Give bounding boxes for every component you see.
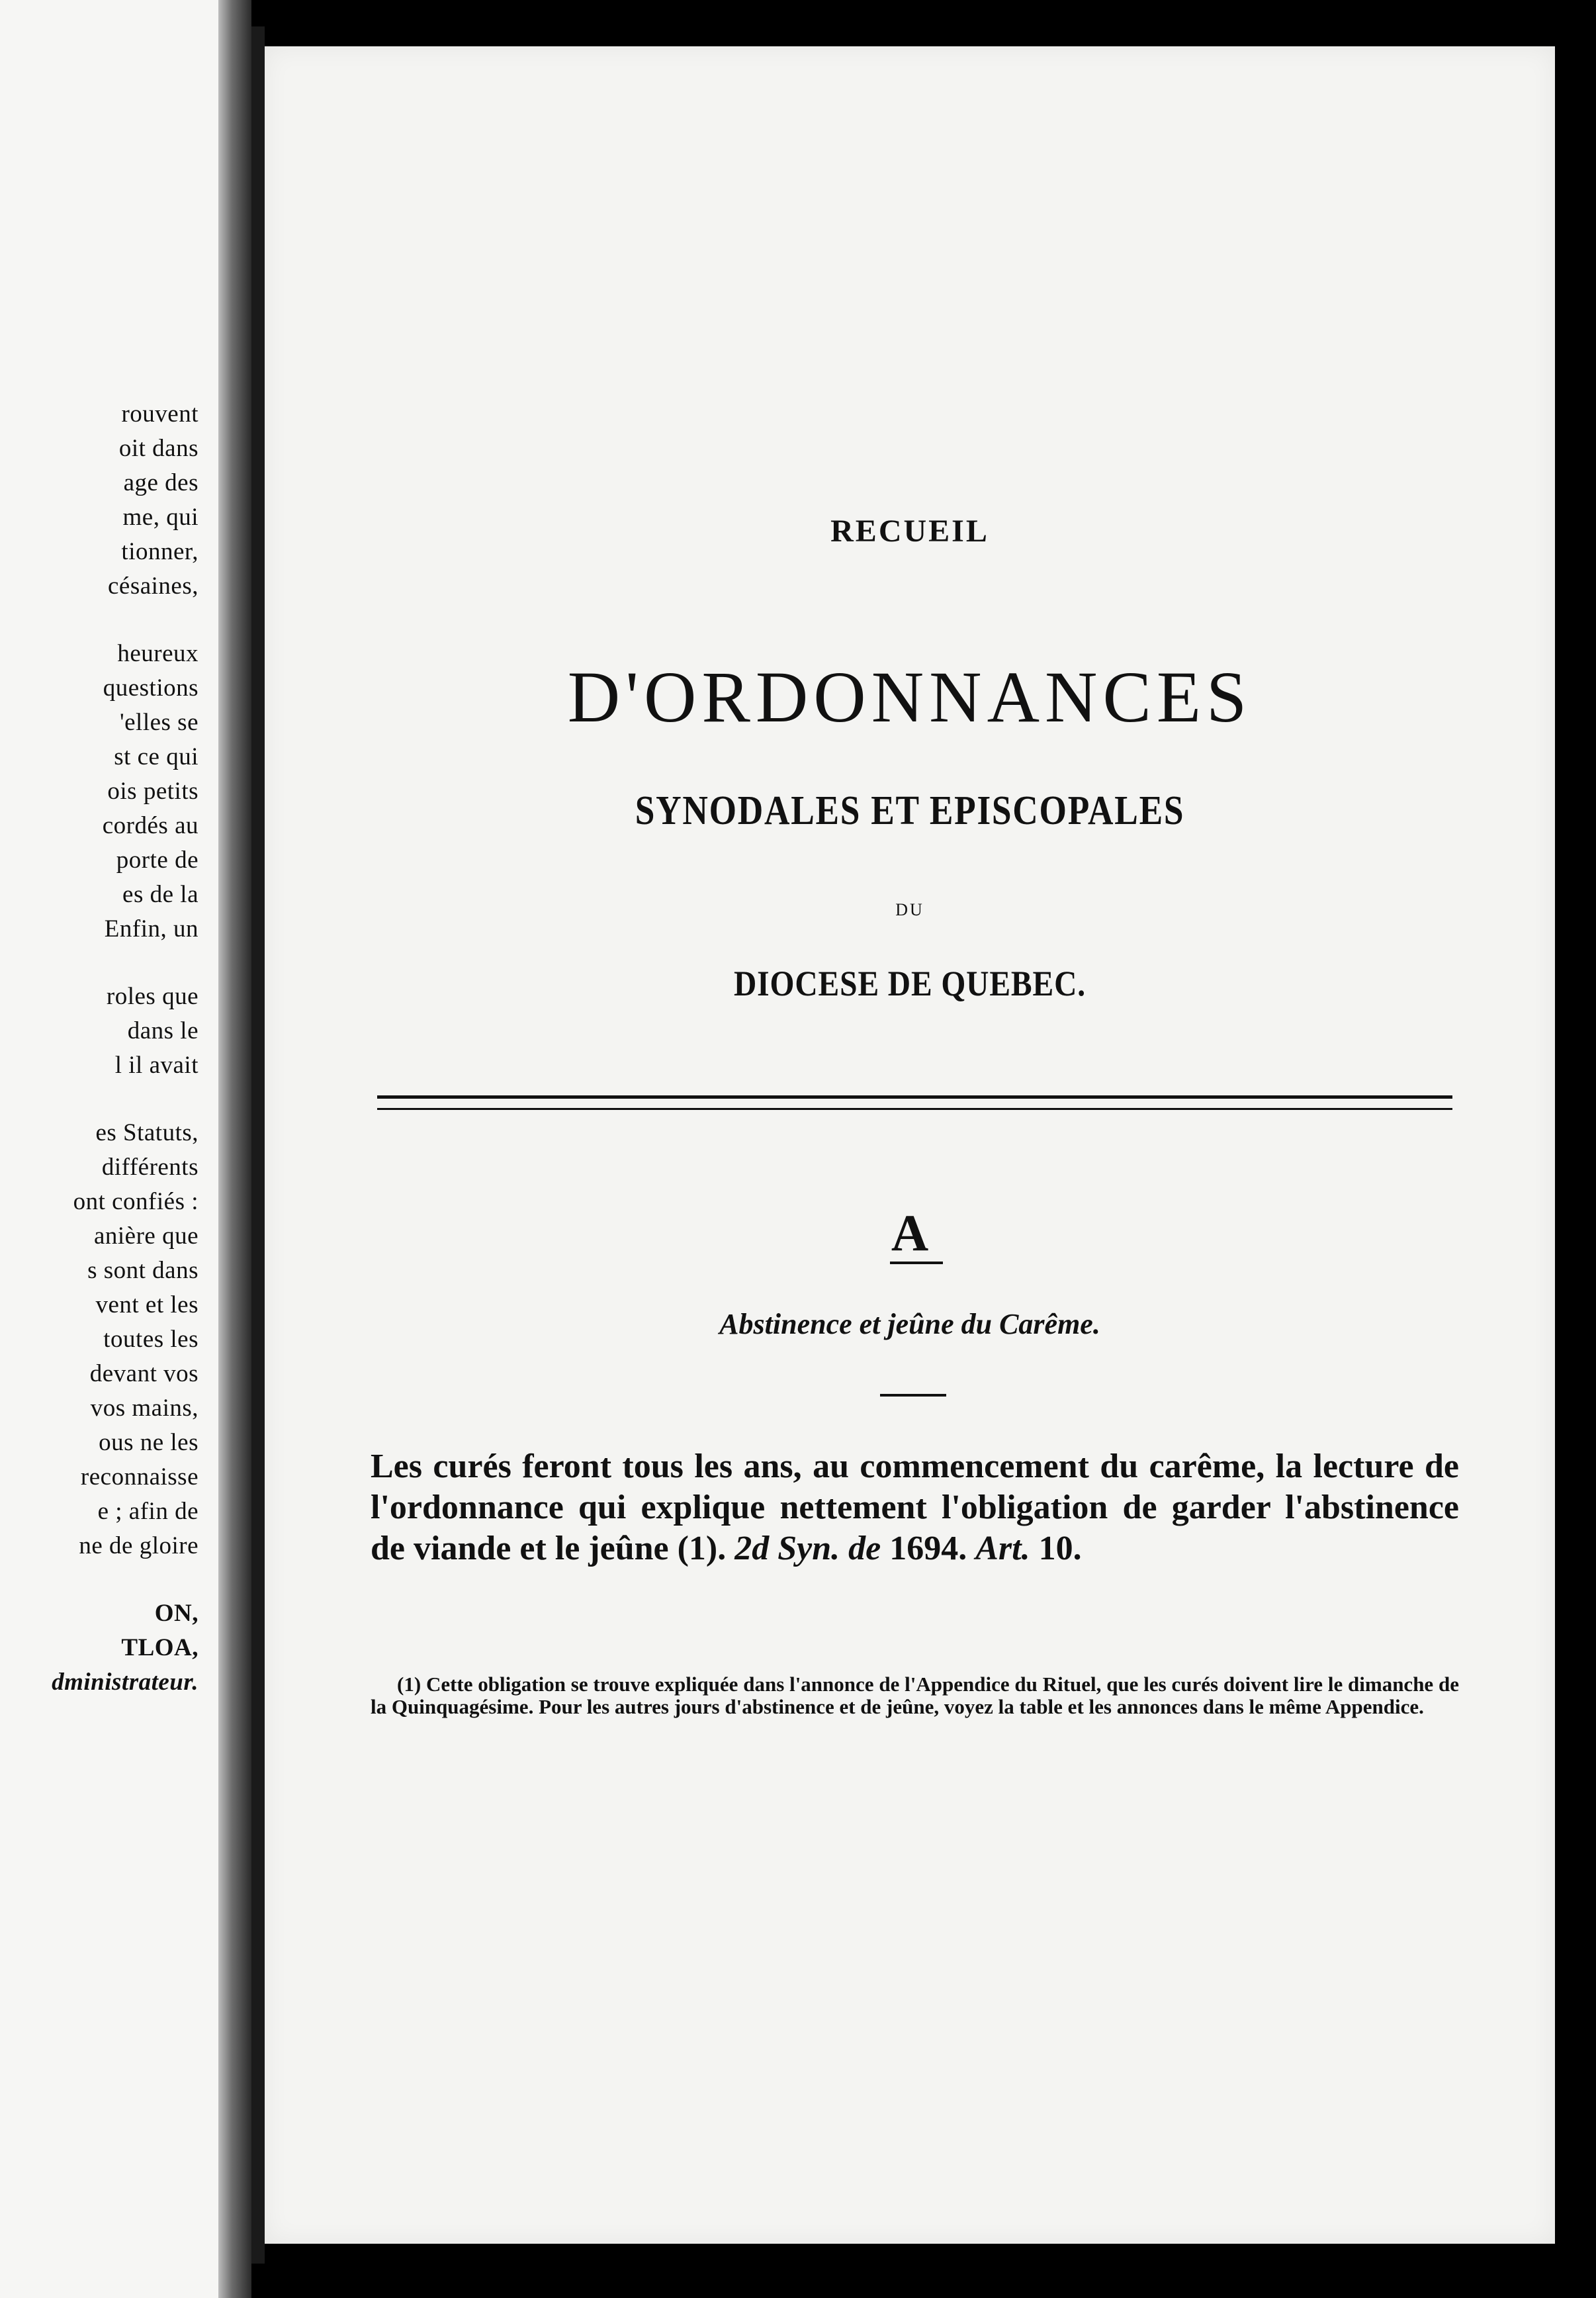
left-page-line: rouvent bbox=[121, 400, 199, 428]
title-ordonnances: D'ORDONNANCES bbox=[567, 657, 1253, 737]
title-du: DU bbox=[895, 900, 924, 919]
left-page-gap bbox=[0, 1083, 199, 1116]
title-diocese: DIOCESE DE QUEBEC. bbox=[733, 964, 1086, 1003]
paragraph-reference-art: Art. bbox=[975, 1530, 1030, 1567]
left-page bbox=[0, 0, 218, 2298]
left-page-line: me, qui bbox=[122, 504, 199, 531]
left-page-line: roles que bbox=[106, 983, 199, 1010]
left-page-line: age des bbox=[123, 469, 199, 496]
left-page-line: dministrateur. bbox=[52, 1669, 199, 1696]
section-letter: A bbox=[891, 1204, 929, 1262]
double-rule-divider bbox=[377, 1095, 1452, 1110]
letter-underline bbox=[890, 1262, 943, 1264]
left-page-line: vos mains, bbox=[90, 1395, 199, 1422]
left-page-line: TLOA, bbox=[121, 1634, 199, 1661]
section-heading: Abstinence et jeûne du Carême. bbox=[719, 1308, 1100, 1340]
left-page-line: ont confiés : bbox=[73, 1188, 199, 1215]
left-page-line: dans le bbox=[127, 1017, 199, 1044]
short-rule-divider bbox=[880, 1394, 946, 1397]
book-gutter-shadow bbox=[251, 26, 265, 2264]
paragraph-reference-synod: 2d Syn. de bbox=[734, 1530, 881, 1567]
book-gutter bbox=[218, 0, 251, 2298]
left-page-line: vent et les bbox=[95, 1291, 199, 1318]
left-page-line: es de la bbox=[122, 881, 199, 908]
left-page-line: porte de bbox=[116, 847, 199, 874]
left-page-line: césaines, bbox=[107, 573, 199, 600]
left-page-line: ois petits bbox=[107, 778, 199, 805]
left-page-line: s sont dans bbox=[87, 1257, 199, 1284]
left-page-text bbox=[0, 397, 199, 1700]
left-page-line: devant vos bbox=[89, 1360, 199, 1387]
left-page-gap bbox=[0, 1563, 199, 1596]
left-page-gap bbox=[0, 604, 199, 637]
left-page-line: oit dans bbox=[118, 435, 199, 462]
left-page-line: ON, bbox=[154, 1600, 199, 1627]
left-page-line: reconnaisse bbox=[80, 1463, 199, 1491]
paragraph-text: Les curés feront tous les ans, au commencement du carême, la lecture de l'ordonnance qui explique nettement l'obligation de garder l'abstinence de viande et le jeûne (1). bbox=[371, 1448, 1459, 1567]
left-page-line: différents bbox=[101, 1154, 199, 1181]
left-page-line: st ce qui bbox=[114, 743, 199, 770]
title-synodales: SYNODALES ET EPISCOPALES bbox=[635, 788, 1185, 833]
left-page-line: toutes les bbox=[103, 1326, 199, 1353]
ordinance-paragraph bbox=[371, 1446, 1459, 1569]
left-page-line: ne de gloire bbox=[79, 1532, 199, 1559]
left-page-line: ous ne les bbox=[99, 1429, 199, 1456]
left-page-line: Enfin, un bbox=[104, 915, 199, 942]
left-page-line: 'elles se bbox=[119, 709, 199, 736]
left-page-line: anière que bbox=[93, 1222, 199, 1250]
footnote: (1) Cette obligation se trouve expliquée dans l'annonce de l'Appendice du Rituel, que les curés doivent lire le dimanche de la Quinquagésime. Pour les autres jours d'abstinence et de jeûne, voyez la table et les annonces dans le même Appendice. bbox=[371, 1673, 1459, 1718]
title-recueil: RECUEIL bbox=[830, 514, 989, 549]
title-page bbox=[265, 46, 1555, 2244]
left-page-gap bbox=[0, 946, 199, 980]
left-page-line: es Statuts, bbox=[95, 1119, 199, 1146]
left-page-line: tionner, bbox=[121, 538, 199, 565]
left-page-line: questions bbox=[103, 674, 199, 702]
paragraph-reference-number: 10. bbox=[1030, 1530, 1082, 1567]
paragraph-reference-year: 1694. bbox=[881, 1530, 976, 1567]
left-page-line: l il avait bbox=[114, 1052, 199, 1079]
left-page-line: cordés au bbox=[102, 812, 199, 839]
left-page-line: heureux bbox=[117, 640, 199, 667]
left-page-line: e ; afin de bbox=[97, 1498, 199, 1525]
